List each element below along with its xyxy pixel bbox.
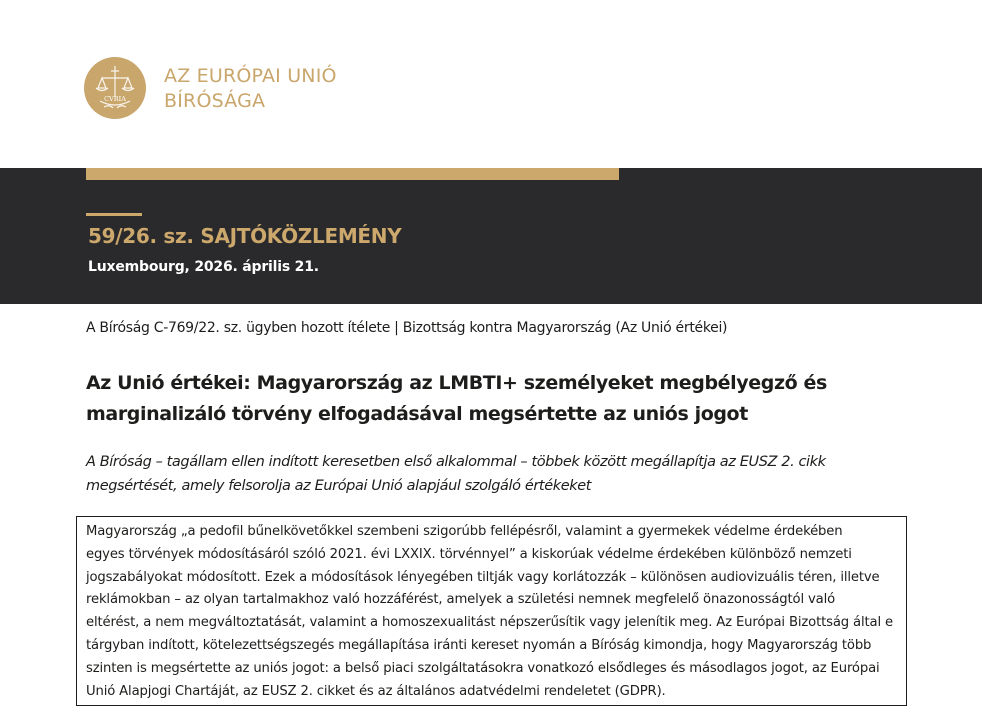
summary-line: Unió Alapjogi Chartáját, az EUSZ 2. cikket és az általános adatvédelmi rendeletet (GDPR).: [86, 683, 666, 699]
summary-line: tárgyban indított, kötelezettségszegés megállapítása iránti kereset nyomán a Bíróság kimondja, hogy Magyarország több: [86, 637, 872, 653]
subheadline: [86, 450, 906, 498]
headline: [86, 368, 906, 430]
summary-line: eltérést, a nem megváltoztatását, valamint a homoszexualitást népszerűsítik vagy jelenítik meg. Az Európai Bizottság által e: [86, 615, 893, 631]
case-reference: A Bíróság C-769/22. sz. ügyben hozott ítélete | Bizottság kontra Magyarország (Az Unió értékei): [86, 320, 728, 336]
institution-name: [164, 64, 337, 114]
summary-line: szinten is megsértette az uniós jogot: a belső piaci szolgáltatásokra vonatkozó elsődleges és másodlagos jogot, az Európai: [86, 660, 880, 676]
summary-line: jogszabályokat módosított. Ezek a módosítások lényegében tiltják vagy korlátozzák – különösen audiovizuális téren, illetve: [86, 569, 880, 585]
press-release-title: 59/26. sz. SAJTÓKÖZLEMÉNY: [88, 224, 402, 248]
gold-accent-bar: [86, 168, 619, 180]
headline-line: Az Unió értékei: Magyarország az LMBTI+ személyeket megbélyegző és: [86, 372, 827, 394]
summary-box: [76, 516, 907, 706]
summary-line: Magyarország „a pedofil bűnelkövetőkkel szembeni szigorúbb fellépésről, valamint a gyermekek védelme érdekében: [86, 524, 843, 539]
headline-line: marginalizáló törvény elfogadásával megsértette az uniós jogot: [86, 403, 748, 425]
curia-logo: [84, 57, 146, 119]
institution-line-1: AZ EURÓPAI UNIÓ: [164, 65, 337, 87]
summary-line: egyes törvények módosításáról szóló 2021. évi LXXIX. törvénnyel” a kiskorúak védelme érdekében különböző nemzeti: [86, 546, 852, 562]
curia-scales-emblem-icon: [84, 57, 146, 119]
subheadline-line: megsértését, amely felsorolja az Európai Unió alapjául szolgáló értékeket: [86, 478, 592, 494]
institution-line-2: BÍRÓSÁGA: [164, 90, 266, 112]
gold-short-rule: [86, 213, 142, 216]
subheadline-line: A Bíróság – tagállam ellen indított keresetben első alkalommal – többek között megállapítja az EUSZ 2. cikk: [86, 454, 826, 470]
emblem-text: CVRIA: [104, 95, 126, 103]
place-date: Luxembourg, 2026. április 21.: [88, 259, 319, 275]
summary-line: reklámokban – az olyan tartalmakhoz való hozzáférést, amelyek a születési nemnek megfelelő önazonosságtól való: [86, 592, 836, 608]
